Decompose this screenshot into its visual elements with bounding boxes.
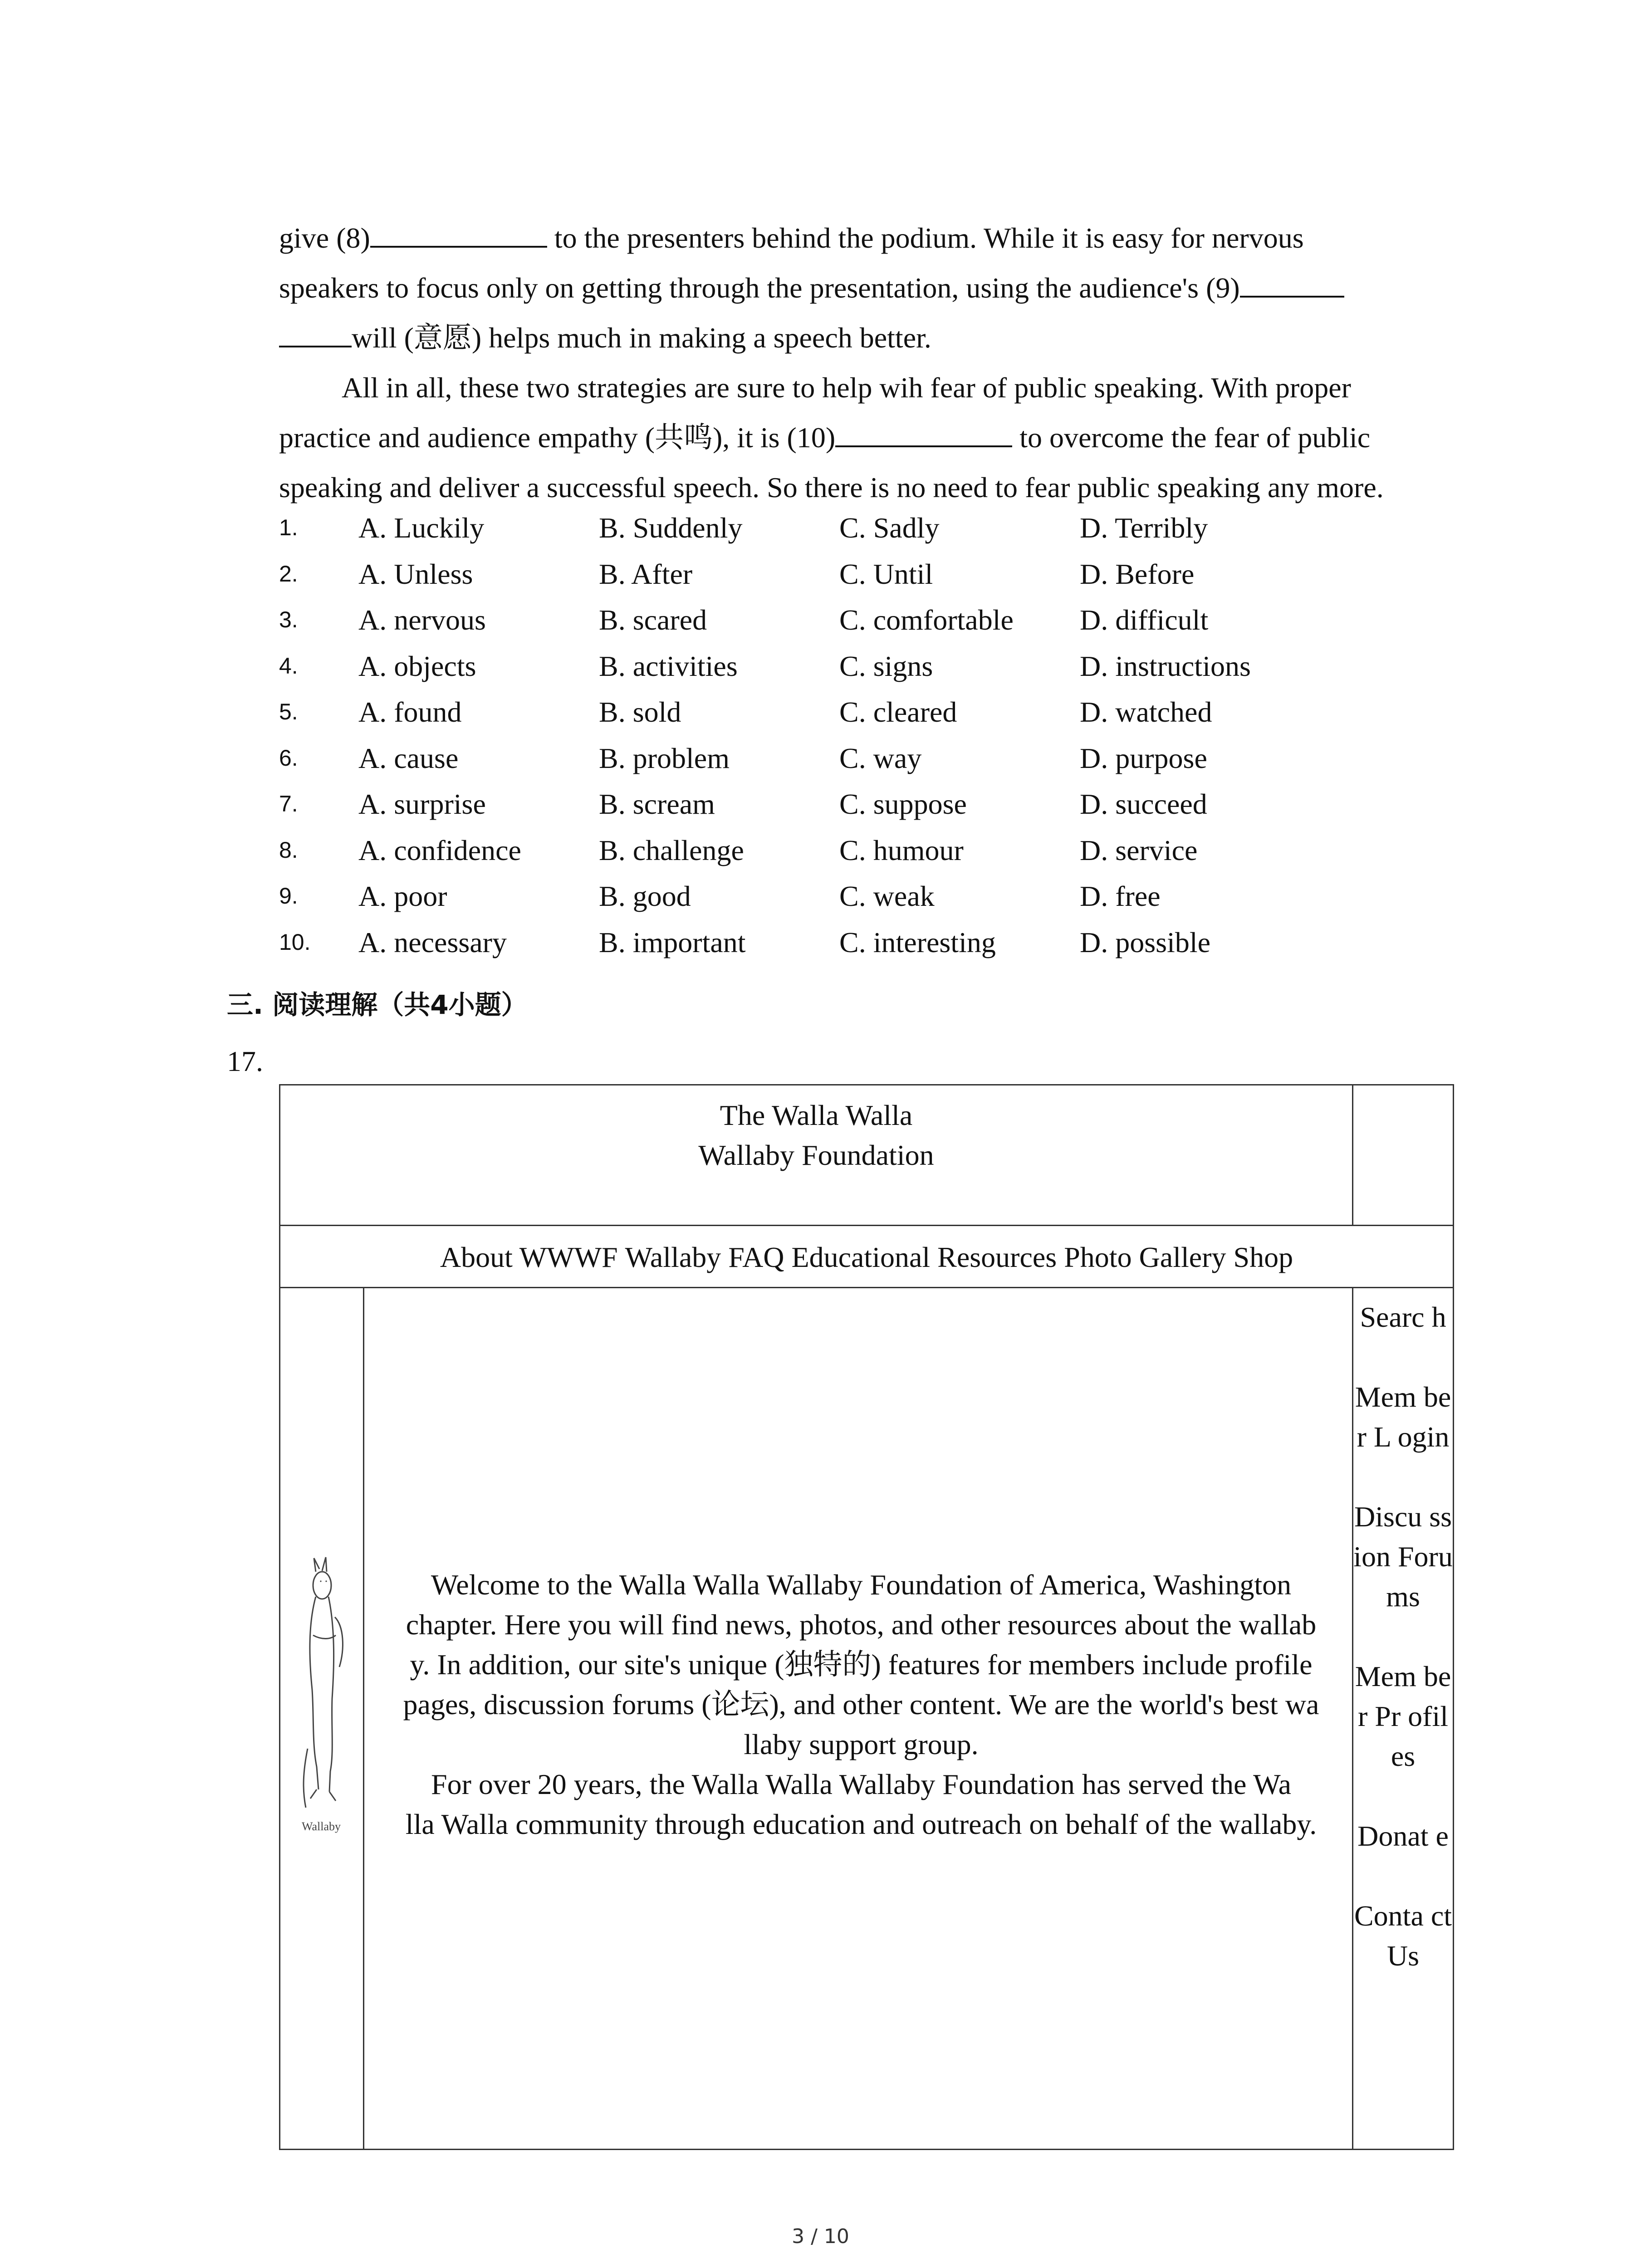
option-row: [279, 735, 1504, 782]
sidebar-link[interactable]: Conta ct Us: [1354, 1900, 1452, 1972]
nav-item[interactable]: Wallaby FAQ: [625, 1241, 784, 1273]
passage-line: give (8) to the presenters behind the podium. While it is easy for nervous: [279, 213, 1454, 263]
option-a: A. confidence: [358, 834, 521, 866]
site-header: [280, 1085, 1353, 1226]
option-b: B. After: [599, 557, 693, 590]
section-title: 三. 阅读理解（共4小题）: [227, 989, 528, 1020]
welcome-line: lla Walla community through education and outreach on behalf of the wallaby.: [405, 1808, 1317, 1840]
option-d: D. instructions: [1080, 650, 1251, 682]
passage-line: practice and audience empathy (共鸣), it is (10) to overcome the fear of public: [279, 413, 1454, 463]
option-number: 10.: [279, 929, 311, 955]
answer-blank-9-cont: [279, 318, 352, 347]
option-a: A. objects: [358, 650, 476, 682]
option-c: C. interesting: [839, 926, 996, 958]
nav-item[interactable]: About WWWF: [440, 1241, 618, 1273]
site-title-line1: The Walla Walla: [720, 1099, 913, 1131]
option-a: A. found: [358, 696, 462, 728]
option-row: [279, 505, 1504, 551]
option-row: [279, 551, 1504, 597]
sidebar-link[interactable]: Mem ber L ogin: [1355, 1381, 1451, 1453]
option-row: [279, 689, 1504, 735]
option-row: [279, 643, 1504, 689]
option-a: A. necessary: [358, 926, 507, 958]
option-d: D. difficult: [1080, 604, 1209, 636]
website-layout-table: [279, 1084, 1454, 2150]
option-row: [279, 919, 1504, 966]
option-b: B. scared: [599, 604, 707, 636]
welcome-line: Welcome to the Walla Walla Wallaby Foundation of America, Washington: [431, 1569, 1292, 1601]
svg-text:Wallaby: Wallaby: [302, 1820, 341, 1833]
option-b: B. challenge: [599, 834, 744, 866]
option-d: D. purpose: [1080, 742, 1207, 774]
passage-line: will (意愿) helps much in making a speech better.: [279, 313, 1454, 363]
page-number: 3 / 10: [792, 2225, 849, 2248]
option-c: C. comfortable: [839, 604, 1014, 636]
option-b: B. Suddenly: [599, 512, 743, 544]
option-b: B. sold: [599, 696, 681, 728]
welcome-line: For over 20 years, the Walla Walla Wallaby Foundation has served the Wa: [431, 1768, 1291, 1800]
welcome-line: llaby support group.: [744, 1728, 979, 1760]
passage-line: speakers to focus only on getting through the presentation, using the audience's (9): [279, 263, 1454, 313]
option-number: 2.: [279, 561, 298, 587]
answer-blank-9: [1240, 268, 1344, 298]
nav-item[interactable]: Shop: [1233, 1241, 1293, 1273]
option-d: D. watched: [1080, 696, 1212, 728]
question-number: 17.: [227, 1045, 263, 1077]
cloze-passage: [279, 213, 1454, 513]
option-number: 6.: [279, 745, 298, 771]
option-d: D. Terribly: [1080, 512, 1208, 544]
sidebar-link[interactable]: Discu ssion Foru ms: [1353, 1501, 1453, 1613]
option-a: A. cause: [358, 742, 459, 774]
main-content-cell: [364, 1288, 1353, 2149]
wallaby-icon: [294, 1554, 348, 1844]
site-nav: [280, 1226, 1453, 1288]
sidebar-link[interactable]: Searc h: [1360, 1301, 1446, 1333]
option-row: [279, 597, 1504, 643]
option-c: C. cleared: [839, 696, 957, 728]
option-a: A. surprise: [358, 788, 486, 820]
answer-blank-8: [370, 218, 547, 248]
welcome-line: pages, discussion forums (论坛), and other content. We are the world's best wa: [403, 1688, 1319, 1721]
sidebar-link[interactable]: Mem ber Pr ofiles: [1355, 1660, 1451, 1772]
option-d: D. Before: [1080, 557, 1195, 590]
header-side-cell: [1353, 1085, 1453, 1226]
welcome-line: chapter. Here you will find news, photos, and other resources about the wallab: [406, 1608, 1317, 1641]
option-a: A. Unless: [358, 557, 473, 590]
option-b: B. activities: [599, 650, 738, 682]
option-b: B. important: [599, 926, 746, 958]
option-number: 9.: [279, 883, 298, 909]
option-row: [279, 827, 1504, 874]
option-c: C. suppose: [839, 788, 967, 820]
option-row: [279, 873, 1504, 919]
sidebar-links: [1353, 1288, 1453, 2149]
option-number: 4.: [279, 653, 298, 679]
welcome-line: y. In addition, our site's unique (独特的) features for members include profile: [410, 1648, 1313, 1681]
answer-options: [279, 505, 1504, 965]
option-d: D. succeed: [1080, 788, 1207, 820]
option-c: C. signs: [839, 650, 933, 682]
option-b: B. scream: [599, 788, 715, 820]
option-a: A. nervous: [358, 604, 486, 636]
nav-item[interactable]: Educational Resources: [791, 1241, 1057, 1273]
option-c: C. way: [839, 742, 922, 774]
logo-cell: [280, 1288, 364, 2149]
sidebar-link[interactable]: Donat e: [1357, 1820, 1449, 1852]
answer-blank-10: [835, 417, 1012, 447]
option-number: 8.: [279, 837, 298, 863]
option-d: D. possible: [1080, 926, 1210, 958]
site-title-line2: Wallaby Foundation: [698, 1139, 934, 1171]
option-c: C. Sadly: [839, 512, 940, 544]
passage-line: speaking and deliver a successful speech. So there is no need to fear public speaking any more.: [279, 471, 1384, 503]
option-number: 7.: [279, 791, 298, 816]
option-c: C. Until: [839, 557, 933, 590]
option-c: C. weak: [839, 880, 935, 912]
option-d: D. service: [1080, 834, 1198, 866]
option-b: B. good: [599, 880, 691, 912]
option-b: B. problem: [599, 742, 730, 774]
nav-item[interactable]: Photo Gallery: [1064, 1241, 1226, 1273]
option-number: 3.: [279, 607, 298, 632]
option-number: 1.: [279, 515, 298, 540]
option-c: C. humour: [839, 834, 964, 866]
option-a: A. Luckily: [358, 512, 485, 544]
option-a: A. poor: [358, 880, 447, 912]
option-row: [279, 781, 1504, 827]
option-number: 5.: [279, 699, 298, 724]
welcome-text: [378, 1565, 1344, 1844]
option-d: D. free: [1080, 880, 1161, 912]
passage-line: All in all, these two strategies are sure to help wih fear of public speaking. With proper: [342, 371, 1351, 404]
